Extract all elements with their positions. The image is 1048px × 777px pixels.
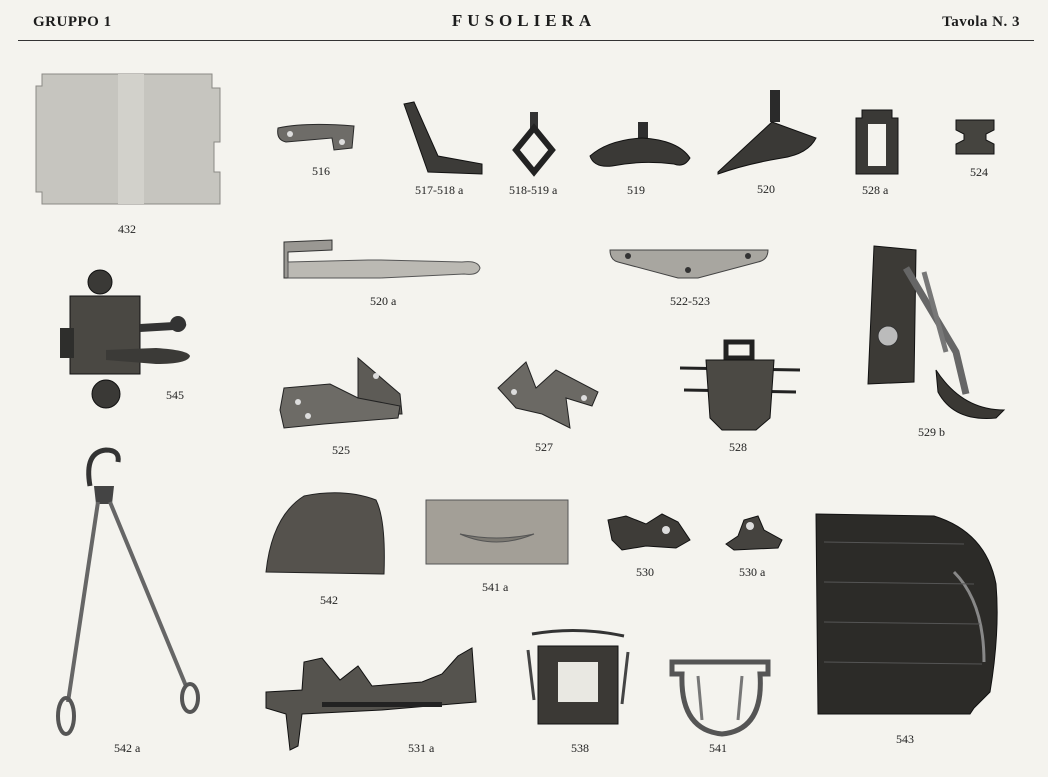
part-label: 545 — [166, 388, 184, 402]
part-label: 541 a — [482, 580, 509, 594]
header-rule — [18, 40, 1034, 41]
part-label: 542 a — [114, 741, 141, 755]
group-label: GRUPPO 1 — [33, 14, 112, 30]
part-label: 516 — [312, 164, 330, 178]
part-label: 538 — [571, 741, 589, 755]
plate-number: Tavola N. 3 — [942, 14, 1020, 30]
part-label: 518-519 a — [509, 183, 558, 197]
part-label: 520 a — [370, 294, 397, 308]
part-label: 524 — [970, 165, 988, 179]
part-label: 542 — [320, 593, 338, 607]
part-label: 520 — [757, 182, 775, 196]
part-label: 527 — [535, 440, 553, 454]
part-label: 531 a — [408, 741, 435, 755]
part-label: 528 — [729, 440, 747, 454]
part-label: 525 — [332, 443, 350, 457]
part-label: 519 — [627, 183, 645, 197]
part-label: 541 — [709, 741, 727, 755]
part-label: 432 — [118, 222, 136, 236]
part-label: 529 b — [918, 425, 945, 439]
part-label: 517-518 a — [415, 183, 464, 197]
part-label: 530 — [636, 565, 654, 579]
part-label: 522-523 — [670, 294, 710, 308]
part-label: 528 a — [862, 183, 889, 197]
part-label: 543 — [896, 732, 914, 746]
part-label: 530 a — [739, 565, 766, 579]
page-title: FUSOLIERA — [451, 11, 597, 30]
